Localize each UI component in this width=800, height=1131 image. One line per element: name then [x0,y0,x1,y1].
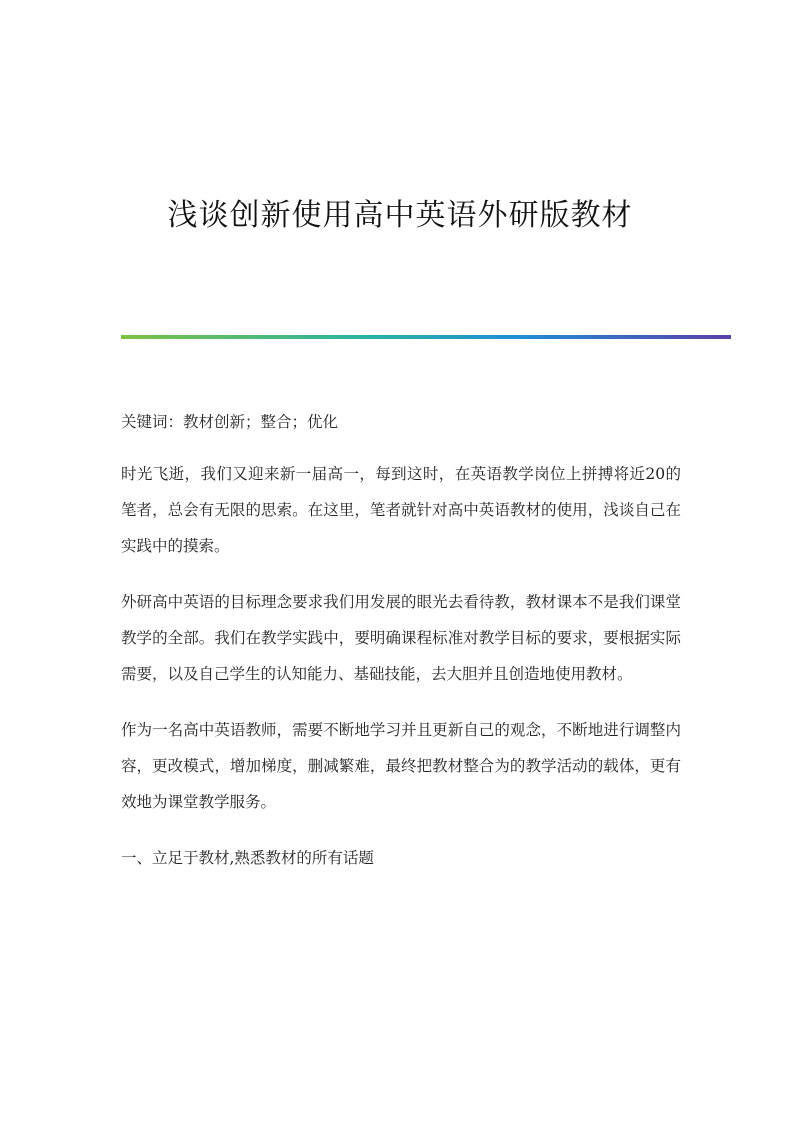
paragraph-1: 时光飞逝，我们又迎来新一届高一，每到这时，在英语教学岗位上拼搏将近20的笔者，总会有无限的思索。在这里，笔者就针对高中英语教材的使用，浅谈自己在实践中的摸索。 [121,465,681,555]
paragraph-2: 外研高中英语的目标理念要求我们用发展的眼光去看待教，教材课本不是我们课堂教学的全部。我们在教学实践中，要明确课程标准对教学目标的要求，要根据实际需要，以及自己学生的认知能力、基础技能，去大胆并且创造地使用教材。 [121,593,681,683]
paragraph-3: 作为一名高中英语教师，需要不断地学习并且更新自己的观念，不断地进行调整内容，更改模式，增加梯度，删减繁难，最终把教材整合为的教学活动的载体，更有效地为课堂教学服务。 [121,721,681,811]
document-body [121,404,681,896]
document-title: 浅谈创新使用高中英语外研版教材 [167,198,633,233]
keywords-line: 关键词：教材创新；整合；优化 [121,413,339,431]
title-divider [121,335,731,339]
section-heading: 一、立足于教材,熟悉教材的所有话题 [121,849,374,867]
